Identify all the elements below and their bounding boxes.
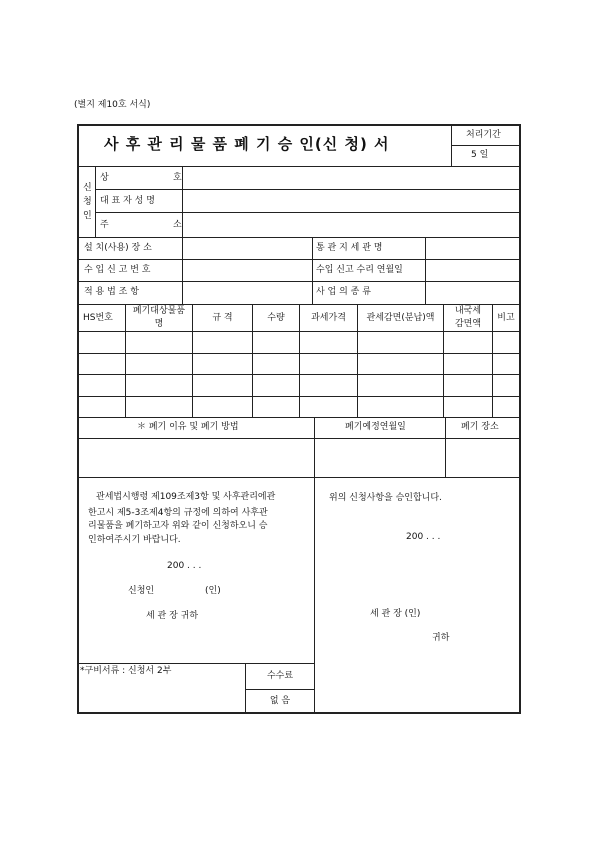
approval-date: 200 . . . [406, 532, 441, 542]
application-text-line-1: 관세법시행령 제109조제3항 및 사후관리에관 [96, 492, 276, 502]
import-accept-date-label: 수입 신고 수리 연월일 [316, 265, 403, 275]
applicant-row-line-1 [95, 189, 519, 190]
col-item-name-2: 명 [154, 319, 164, 329]
representative-label: 대 표 자 성 명 [100, 196, 155, 206]
col-spec: 규 격 [212, 313, 233, 323]
applicant-side-label-3: 인 [83, 211, 92, 221]
table-row-line-3 [78, 396, 519, 397]
application-date: 200 . . . [167, 561, 202, 571]
table-row-line-1 [78, 353, 519, 354]
application-text-line-3: 리물품을 폐기하고자 위와 같이 신청하오니 승 [88, 521, 268, 531]
trade-name-label-left: 상 [100, 173, 109, 183]
disposal-divider-2 [445, 417, 446, 477]
applicant-bottom-line [78, 237, 519, 238]
address-label-left: 주 [100, 220, 109, 230]
col-internal-tax-2: 감면액 [454, 319, 482, 329]
col-item-name-1: 폐기대상물품 [132, 306, 186, 316]
disposal-bottom-line [78, 477, 519, 478]
col-internal-tax-1: 내국세 [454, 306, 482, 316]
customs-office-label: 통 관 지 세 관 명 [316, 243, 383, 253]
col-remarks: 비고 [497, 313, 515, 323]
col-quantity: 수량 [267, 313, 285, 323]
import-decl-no-label: 수 입 신 고 번 호 [84, 265, 151, 275]
application-addressee: 세 관 장 귀하 [146, 611, 199, 621]
info-col-divider-1 [182, 237, 183, 304]
outer-border-left [77, 124, 79, 714]
applicant-side-label-2: 청 [83, 197, 92, 207]
application-text-line-2: 한고시 제5-3조제4항의 규정에 의하여 사후관 [88, 508, 268, 518]
applicant-side-divider [95, 166, 96, 237]
col-duty-reduction: 관세감면(분납)액 [366, 313, 435, 323]
applicant-label-divider [182, 166, 183, 237]
form-title: 사 후 관 리 물 품 폐 기 승 인(신 청) 서 [104, 135, 390, 153]
applicant-side-label-1: 신 [83, 183, 92, 193]
col-hs-no: HS번호 [83, 313, 113, 323]
disposal-header-line [78, 438, 519, 439]
application-divider [314, 477, 315, 713]
disposal-divider-1 [314, 417, 315, 477]
applicant-row-line-2 [95, 212, 519, 213]
approval-text: 위의 신청사항을 승인합니다. [329, 493, 442, 503]
outer-border-top [77, 124, 521, 126]
fee-value: 없 음 [269, 696, 291, 706]
table-col-1 [125, 304, 126, 417]
disposal-place-label: 폐기 장소 [461, 422, 499, 432]
processing-divider [451, 145, 519, 146]
processing-value: 5 일 [471, 150, 489, 160]
approval-chief: 세 관 장 (인) [370, 609, 421, 619]
approval-addressee: 귀하 [432, 633, 450, 643]
info-row-line-1 [78, 259, 519, 260]
install-place-label: 설 치(사용) 장 소 [84, 243, 152, 253]
info-col-divider-2 [312, 237, 313, 304]
table-bottom-line [78, 417, 519, 418]
processing-label: 처리기간 [466, 130, 501, 140]
info-col-divider-3 [425, 237, 426, 304]
col-taxable-price: 과세가격 [311, 313, 346, 323]
applied-law-label: 적 용 법 조 항 [84, 287, 139, 297]
fee-row-line [245, 689, 315, 690]
attachments-label: *구비서류 : 신청서 2부 [80, 666, 172, 676]
info-row-line-2 [78, 281, 519, 282]
trade-name-label-right: 호 [173, 173, 182, 183]
fee-label: 수수료 [266, 671, 294, 681]
table-row-line-2 [78, 374, 519, 375]
outer-border-right [519, 124, 521, 714]
applicant-signature-label: 신청인 [128, 586, 155, 596]
title-bottom-line [78, 166, 519, 167]
outer-border-bottom [77, 712, 521, 714]
address-label-right: 소 [173, 220, 182, 230]
business-type-label: 사 업 의 종 류 [316, 287, 371, 297]
application-text-line-4: 인하여주시기 바랍니다. [88, 535, 181, 545]
disposal-date-label: 폐기예정연월일 [345, 422, 406, 432]
applicant-seal: (인) [205, 586, 221, 596]
disposal-reason-label: ＊ 폐기 이유 및 폐기 방법 [137, 422, 239, 432]
footer-top-line [78, 663, 315, 664]
table-header-line [78, 331, 519, 332]
form-label: (별지 제10호 서식) [74, 100, 151, 110]
